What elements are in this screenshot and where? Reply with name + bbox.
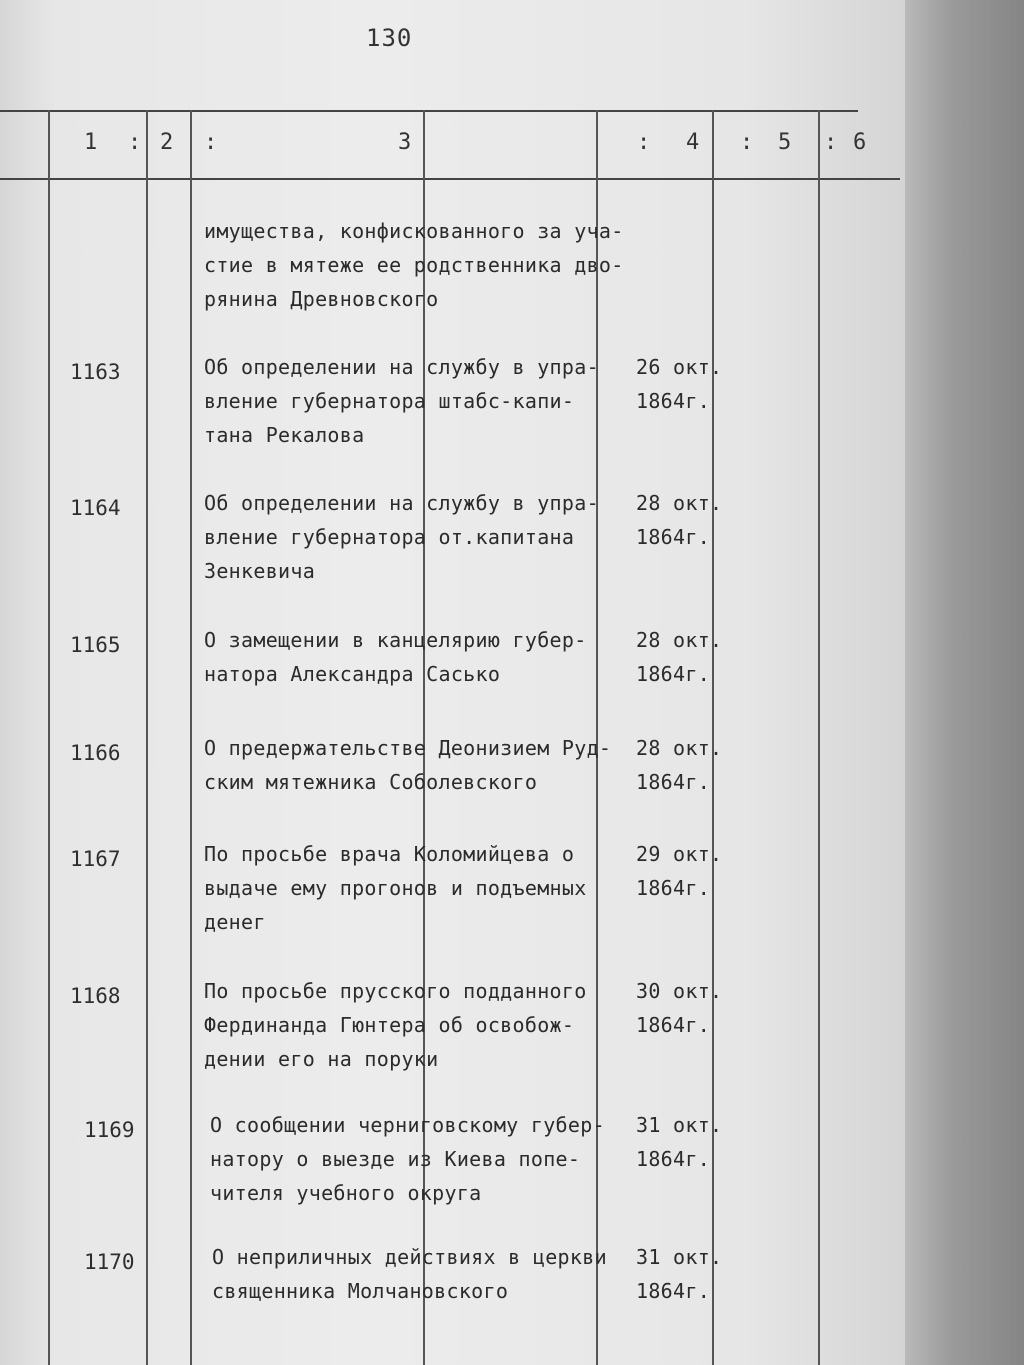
description-line: Зенкевича bbox=[204, 559, 316, 583]
description-line: ским мятежника Соболевского bbox=[204, 770, 538, 794]
column-separator: : bbox=[128, 130, 142, 155]
entry-number: 1169 bbox=[84, 1118, 135, 1142]
description-line: Об определении на службу в упра- bbox=[204, 491, 599, 515]
description-line: дении его на поруки bbox=[204, 1047, 439, 1071]
date-day-month: 31 окт. bbox=[636, 1113, 723, 1137]
entry-description bbox=[210, 1108, 605, 1210]
header-rule-bottom bbox=[0, 178, 900, 180]
column-number: 4 bbox=[686, 130, 700, 155]
date-year: 1864г. bbox=[636, 662, 711, 686]
column-number: 3 bbox=[398, 130, 412, 155]
column-number: 5 bbox=[778, 130, 792, 155]
column-separator: : bbox=[637, 130, 651, 155]
entry-number: 1167 bbox=[70, 847, 121, 871]
column-separator: : bbox=[824, 130, 838, 155]
column-number: 6 bbox=[853, 130, 867, 155]
column-separator: : bbox=[204, 130, 218, 155]
description-line: По просьбе врача Коломийцева о bbox=[204, 842, 575, 866]
description-line: денег bbox=[204, 910, 266, 934]
date-year: 1864г. bbox=[636, 1147, 711, 1171]
column-divider bbox=[818, 110, 820, 1365]
description-line: О предержательстве Деонизием Руд- bbox=[204, 736, 612, 760]
date-day-month: 28 окт. bbox=[636, 491, 723, 515]
column-number: 2 bbox=[160, 130, 174, 155]
description-line: тана Рекалова bbox=[204, 423, 365, 447]
date-day-month: 26 окт. bbox=[636, 355, 723, 379]
page-number: 130 bbox=[366, 24, 413, 52]
date-year: 1864г. bbox=[636, 1279, 711, 1303]
entry-description bbox=[204, 350, 599, 452]
description-line: О сообщении черниговскому губер- bbox=[210, 1113, 605, 1137]
description-line: вление губернатора штабс-капи- bbox=[204, 389, 575, 413]
description-line: чителя учебного округа bbox=[210, 1181, 482, 1205]
description-line: имущества, конфискованного за уча- bbox=[204, 219, 624, 243]
date-year: 1864г. bbox=[636, 389, 711, 413]
column-number: 1 bbox=[84, 130, 98, 155]
date-year: 1864г. bbox=[636, 525, 711, 549]
column-separator: : bbox=[740, 130, 754, 155]
entry-date bbox=[636, 974, 722, 1042]
entry-description bbox=[204, 623, 587, 691]
entry-number: 1165 bbox=[70, 633, 121, 657]
entry-description bbox=[204, 731, 611, 799]
entry-date bbox=[636, 486, 722, 554]
date-day-month: 30 окт. bbox=[636, 979, 723, 1003]
description-line: Об определении на службу в упра- bbox=[204, 355, 599, 379]
header-rule-top bbox=[0, 110, 858, 112]
date-year: 1864г. bbox=[636, 770, 711, 794]
description-line: рянина Древновского bbox=[204, 287, 439, 311]
date-year: 1864г. bbox=[636, 876, 711, 900]
date-day-month: 28 окт. bbox=[636, 736, 723, 760]
description-line: О неприличных действиях в церкви bbox=[212, 1245, 607, 1269]
date-year: 1864г. bbox=[636, 1013, 711, 1037]
date-day-month: 29 окт. bbox=[636, 842, 723, 866]
description-line: Фердинанда Гюнтера об освобож- bbox=[204, 1013, 575, 1037]
entry-description bbox=[204, 486, 599, 588]
date-day-month: 31 окт. bbox=[636, 1245, 723, 1269]
entry-description bbox=[204, 214, 624, 316]
description-line: О замещении в канцелярию губер- bbox=[204, 628, 587, 652]
entry-description bbox=[212, 1240, 607, 1308]
entry-number: 1163 bbox=[70, 360, 121, 384]
entry-date bbox=[636, 1108, 722, 1176]
entry-number: 1166 bbox=[70, 741, 121, 765]
entry-number: 1168 bbox=[70, 984, 121, 1008]
entry-date bbox=[636, 837, 722, 905]
entry-description bbox=[204, 974, 587, 1076]
description-line: натора Александра Сасько bbox=[204, 662, 501, 686]
entry-date bbox=[636, 1240, 722, 1308]
column-divider bbox=[190, 110, 192, 1365]
description-line: выдаче ему прогонов и подъемных bbox=[204, 876, 587, 900]
page-edge-shadow bbox=[905, 0, 1024, 1365]
description-line: священника Молчановского bbox=[212, 1279, 509, 1303]
entry-date bbox=[636, 350, 722, 418]
date-day-month: 28 окт. bbox=[636, 628, 723, 652]
entry-description bbox=[204, 837, 587, 939]
entry-date bbox=[636, 731, 722, 799]
description-line: стие в мятеже ее родственника дво- bbox=[204, 253, 624, 277]
column-divider bbox=[48, 110, 50, 1365]
description-line: натору о выезде из Киева попе- bbox=[210, 1147, 581, 1171]
entry-date bbox=[636, 623, 722, 691]
entry-number: 1170 bbox=[84, 1250, 135, 1274]
column-divider bbox=[146, 110, 148, 1365]
description-line: вление губернатора от.капитана bbox=[204, 525, 575, 549]
description-line: По просьбе прусского подданного bbox=[204, 979, 587, 1003]
entry-number: 1164 bbox=[70, 496, 121, 520]
